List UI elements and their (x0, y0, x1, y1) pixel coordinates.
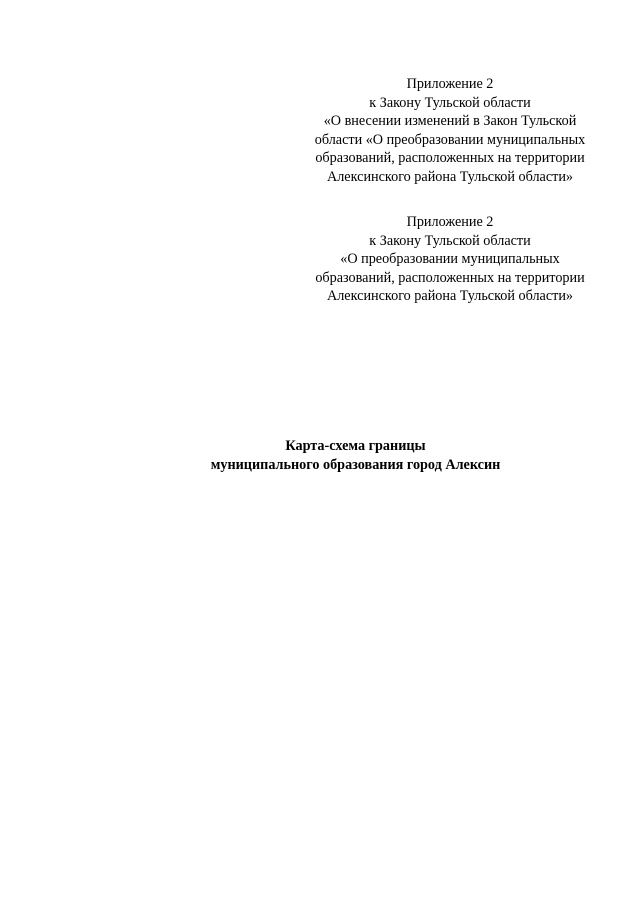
appendix-number: Приложение 2 (406, 76, 494, 92)
appendix-header-amendment (300, 75, 600, 187)
map-title-line: муниципального образования город Алексин (210, 456, 501, 473)
appendix-law-title-line: образований, расположенных на территории (315, 269, 585, 286)
appendix-law-reference: к Закону Тульской области (369, 94, 531, 111)
map-scheme-title (0, 437, 640, 474)
appendix-law-title-line: области «О преобразовании муниципальных (314, 131, 586, 148)
map-title-line: Карта-схема границы (285, 438, 426, 454)
appendix-law-title-line: Алексинского района Тульской области» (326, 168, 574, 185)
appendix-law-title-line: Алексинского района Тульской области» (326, 288, 574, 305)
appendix-law-title-line: образований, расположенных на территории (315, 150, 585, 167)
appendix-number: Приложение 2 (406, 214, 494, 230)
appendix-law-reference: к Закону Тульской области (369, 232, 531, 249)
appendix-header-original (300, 213, 600, 306)
appendix-law-title-line: «О внесении изменений в Закон Тульской (323, 113, 577, 130)
appendix-law-title-line: «О преобразовании муниципальных (340, 251, 560, 268)
